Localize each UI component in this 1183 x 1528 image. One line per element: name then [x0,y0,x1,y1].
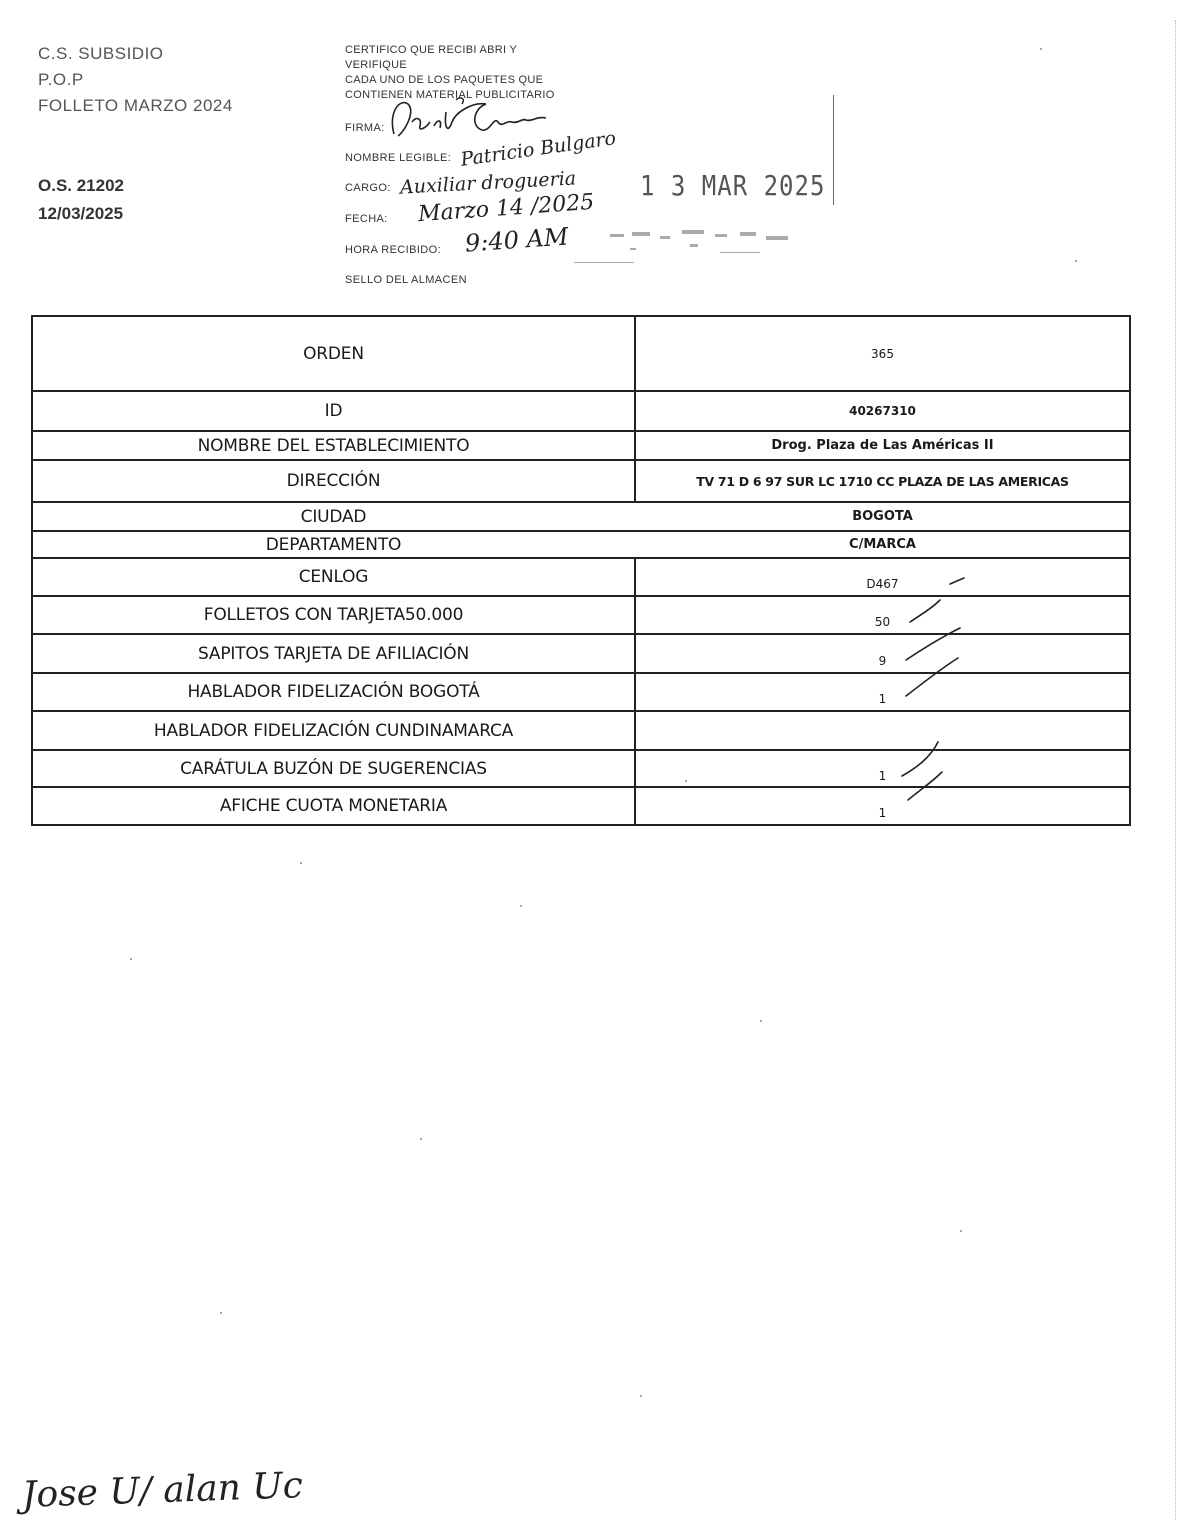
check-mark-hablador [906,658,958,696]
table-row [32,531,1130,558]
row-label-establecimiento: NOMBRE DEL ESTABLECIMIENTO [32,431,635,460]
check-mark-caratula [902,742,938,776]
stamp-smudge [570,222,810,270]
table-row [32,316,1130,391]
service-order [38,172,124,228]
scan-edge [1175,20,1176,1520]
scan-speck [760,1020,762,1022]
stamp-edge [833,95,834,205]
scan-speck [220,1312,222,1314]
scan-speck [520,905,522,907]
row-value-cenlog: D467 [635,558,1130,596]
check-mark-afiche [908,772,942,800]
footer-signature: Jose U/ alan Uc [21,1465,304,1516]
row-value-afiche: 1 [635,787,1130,825]
row-label-departamento: DEPARTAMENTO [32,531,635,558]
os-number: O.S. 21202 [38,176,125,195]
sello-label: SELLO DEL ALMACEN [345,274,467,286]
row-value-id: 40267310 [635,391,1130,431]
row-value-establecimiento: Drog. Plaza de Las Américas II [635,431,1130,460]
row-label-hablador-bogota: HABLADOR FIDELIZACIÓN BOGOTÁ [32,673,635,711]
campaign-header [38,44,233,122]
handwritten-fecha: Marzo 14 /2025 [417,189,596,228]
cargo-label: CARGO: [345,182,391,194]
handwritten-hora: 9:40 AM [464,222,570,258]
received-stamp-date: 1 3 MAR 2025 [640,169,826,203]
table-row [32,460,1130,502]
row-label-id: ID [32,391,635,431]
hora-label: HORA RECIBIDO: [345,244,442,256]
row-value-departamento: C/MARCA [635,531,1130,558]
campaign-line-2: P.O.P [38,70,84,89]
row-label-sapitos: SAPITOS TARJETA DE AFILIACIÓN [32,634,635,673]
row-value-orden: 365 [635,316,1130,391]
campaign-line-1: C.S. SUBSIDIO [38,44,164,63]
row-label-caratula: CARÁTULA BUZÓN DE SUGERENCIAS [32,750,635,787]
handwritten-cargo: Auxiliar drogueria [399,167,577,199]
row-value-sapitos: 9 [635,634,1130,673]
row-label-hablador-cundinamarca: HABLADOR FIDELIZACIÓN CUNDINAMARCA [32,711,635,750]
row-label-direccion: DIRECCIÓN [32,460,635,502]
scan-speck [1075,260,1077,262]
scan-speck [420,1138,422,1140]
scan-speck [130,958,132,960]
firma-label: FIRMA: [345,122,385,134]
nombre-label: NOMBRE LEGIBLE: [345,152,452,164]
row-value-caratula: 1 [635,750,1130,787]
check-mark-folletos [910,600,940,622]
row-label-ciudad: CIUDAD [32,502,635,531]
scan-speck [960,1230,962,1232]
check-mark-cenlog [950,578,964,584]
scan-speck [1040,48,1042,50]
campaign-line-3: FOLLETO MARZO 2024 [38,96,233,115]
row-value-hablador-bogota: 1 [635,673,1130,711]
table-row [32,502,1130,531]
check-marks [880,570,980,830]
row-label-afiche: AFICHE CUOTA MONETARIA [32,787,635,825]
row-label-orden: ORDEN [32,316,635,391]
os-date: 12/03/2025 [38,204,124,223]
check-mark-sapitos [906,628,960,660]
fecha-label: FECHA: [345,213,388,225]
certificate-line: CERTIFICO QUE RECIBI ABRI Y [345,44,518,56]
certificate-line: CADA UNO DE LOS PAQUETES QUE [345,74,544,86]
row-value-ciudad: BOGOTA [635,502,1130,531]
row-label-cenlog: CENLOG [32,558,635,596]
row-label-folletos: FOLLETOS CON TARJETA50.000 [32,596,635,634]
scan-speck [300,862,302,864]
scan-speck [640,1395,642,1397]
table-row [32,431,1130,460]
scan-speck [685,780,687,782]
table-row [32,391,1130,431]
row-value-direccion: TV 71 D 6 97 SUR LC 1710 CC PLAZA DE LAS AMERICAS [635,460,1130,502]
certificate-line: VERIFIQUE [345,59,407,71]
certificate-line: CONTIENEN MATERIAL PUBLICITARIO [345,89,555,101]
handwritten-nombre: Patricio Bulgaro [459,127,618,171]
row-value-folletos: 50 [635,596,1130,634]
